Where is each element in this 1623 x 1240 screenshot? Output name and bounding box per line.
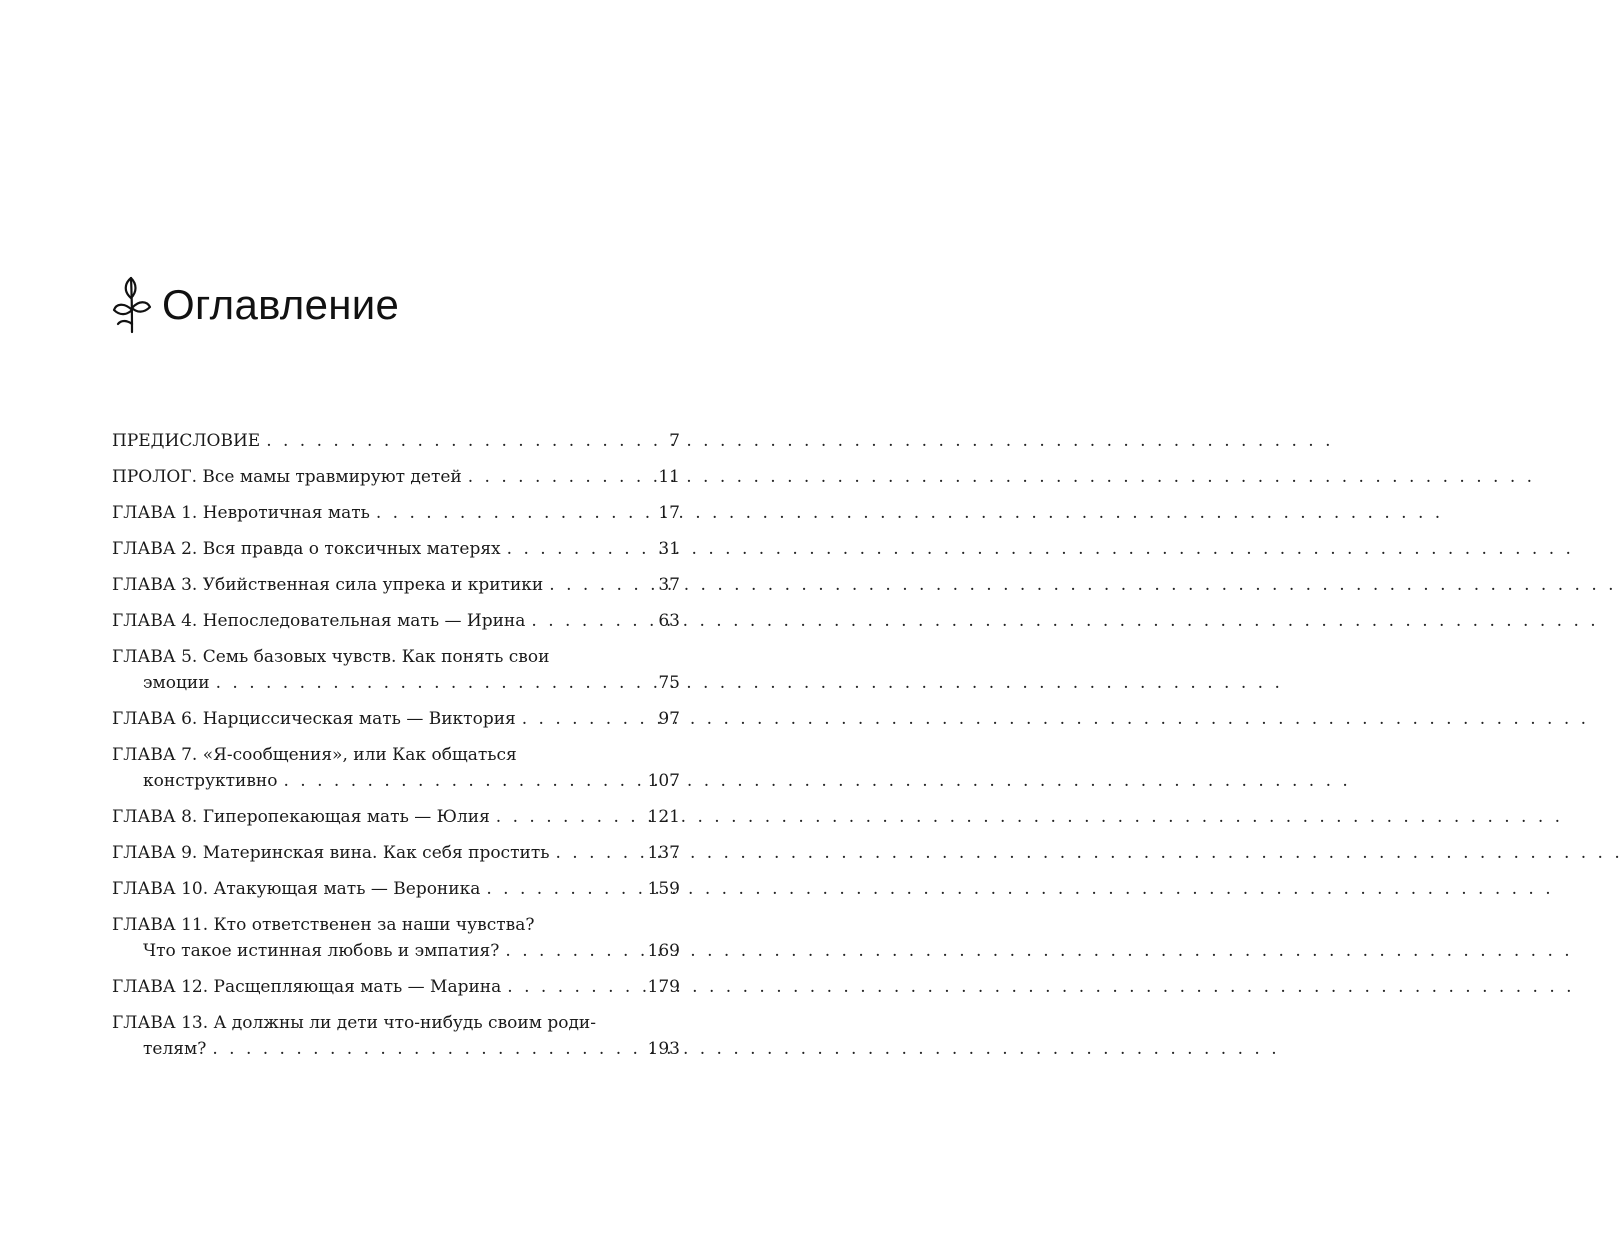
toc-entry-title: ГЛАВА 12. Расщепляющая мать — Марина — [112, 977, 502, 997]
dot-leader — [212, 1036, 641, 1062]
toc-page-number: 179 — [647, 977, 680, 997]
toc-page-number: 37 — [658, 575, 680, 595]
toc-entry-line — [112, 464, 680, 490]
toc-entry[interactable] — [112, 428, 680, 454]
toc-page-number: 17 — [658, 503, 680, 523]
toc-entry-title: ГЛАВА 11. Кто ответственен за наши чувства? — [112, 915, 535, 935]
dot-leader — [555, 840, 641, 866]
toc-entry-title: конструктивно — [143, 771, 278, 791]
toc-entry[interactable] — [112, 974, 680, 1000]
toc-entry-title: ГЛАВА 4. Непоследовательная мать — Ирина — [112, 611, 526, 631]
toc-page-number: 75 — [658, 673, 680, 693]
toc-entry-continuation — [112, 670, 680, 696]
toc-page-number: 11 — [658, 467, 680, 487]
toc-entry-line — [112, 912, 680, 938]
toc-page-number: 159 — [647, 879, 680, 899]
toc-page-number: 121 — [647, 807, 680, 827]
dot-leader — [505, 938, 641, 964]
dot-leader — [507, 974, 641, 1000]
toc-entry[interactable] — [112, 742, 680, 794]
toc-entry-title: ГЛАВА 7. «Я-сообщения», или Как общаться — [112, 745, 517, 765]
toc-page-number: 31 — [658, 539, 680, 559]
toc-heading — [112, 262, 399, 342]
toc-entry-title: телям? — [143, 1039, 207, 1059]
toc-page-number: 137 — [647, 843, 680, 863]
toc-entry-title: ГЛАВА 2. Вся правда о токсичных матерях — [112, 539, 501, 559]
toc-entry-line — [112, 840, 680, 866]
toc-entry-title: ГЛАВА 3. Убийственная сила упрека и критики — [112, 575, 544, 595]
dot-leader — [468, 464, 653, 490]
dot-leader — [266, 428, 663, 454]
toc-entry-title: ГЛАВА 1. Невротичная мать — [112, 503, 370, 523]
dot-leader — [507, 536, 653, 562]
toc-entry-continuation — [112, 768, 680, 794]
toc-entry-title: эмоции — [143, 673, 210, 693]
toc-entry-line — [112, 706, 680, 732]
toc-entry[interactable] — [112, 464, 680, 490]
toc-entry-title: ГЛАВА 9. Материнская вина. Как себя простить — [112, 843, 550, 863]
sprout-leaf-icon — [112, 270, 152, 334]
toc-page-number: 63 — [658, 611, 680, 631]
toc-entry-continuation — [112, 938, 680, 964]
toc-page-number: 169 — [647, 941, 680, 961]
toc-entry-title: Что такое истинная любовь и эмпатия? — [143, 941, 500, 961]
dot-leader — [522, 706, 653, 732]
toc-entry[interactable] — [112, 804, 680, 830]
toc-entry-line — [112, 644, 680, 670]
dot-leader — [549, 572, 652, 598]
dot-leader — [216, 670, 653, 696]
toc-entry-line — [112, 876, 680, 902]
toc-entry[interactable] — [112, 644, 680, 696]
toc-entry-title: ГЛАВА 13. А должны ли дети что-нибудь своим роди- — [112, 1013, 597, 1033]
dot-leader — [486, 876, 641, 902]
toc-entry-line — [112, 1010, 680, 1036]
toc-entry[interactable] — [112, 572, 680, 598]
toc-entry-line — [112, 742, 680, 768]
toc-entry-continuation — [112, 1036, 680, 1062]
toc-entry[interactable] — [112, 1010, 680, 1062]
toc-entry-line — [112, 536, 680, 562]
dot-leader — [284, 768, 642, 794]
dot-leader — [376, 500, 652, 526]
table-of-contents — [112, 428, 680, 1062]
toc-entry[interactable] — [112, 536, 680, 562]
toc-entry[interactable] — [112, 840, 680, 866]
toc-entry-line — [112, 608, 680, 634]
toc-entry-title: ГЛАВА 8. Гиперопекающая мать — Юлия — [112, 807, 490, 827]
toc-entry[interactable] — [112, 876, 680, 902]
toc-entry-title: ГЛАВА 10. Атакующая мать — Вероника — [112, 879, 481, 899]
page-title: Оглавление — [162, 281, 400, 328]
toc-page-number: 7 — [669, 431, 680, 451]
toc-entry-line — [112, 428, 680, 454]
toc-page-number: 107 — [647, 771, 680, 791]
toc-page-number: 193 — [647, 1039, 680, 1059]
toc-page-number: 97 — [658, 709, 680, 729]
toc-entry-title: ГЛАВА 6. Нарциссическая мать — Виктория — [112, 709, 516, 729]
toc-entry[interactable] — [112, 912, 680, 964]
dot-leader — [531, 608, 652, 634]
toc-entry-line — [112, 500, 680, 526]
toc-entry[interactable] — [112, 706, 680, 732]
toc-entry-line — [112, 974, 680, 1000]
toc-entry[interactable] — [112, 500, 680, 526]
toc-entry-title: ГЛАВА 5. Семь базовых чувств. Как понять свои — [112, 647, 550, 667]
dot-leader — [496, 804, 642, 830]
toc-entry-title: ПРЕДИСЛОВИЕ — [112, 431, 261, 451]
toc-entry-line — [112, 804, 680, 830]
toc-entry[interactable] — [112, 608, 680, 634]
toc-entry-title: ПРОЛОГ. Все мамы травмируют детей — [112, 467, 462, 487]
toc-entry-line — [112, 572, 680, 598]
